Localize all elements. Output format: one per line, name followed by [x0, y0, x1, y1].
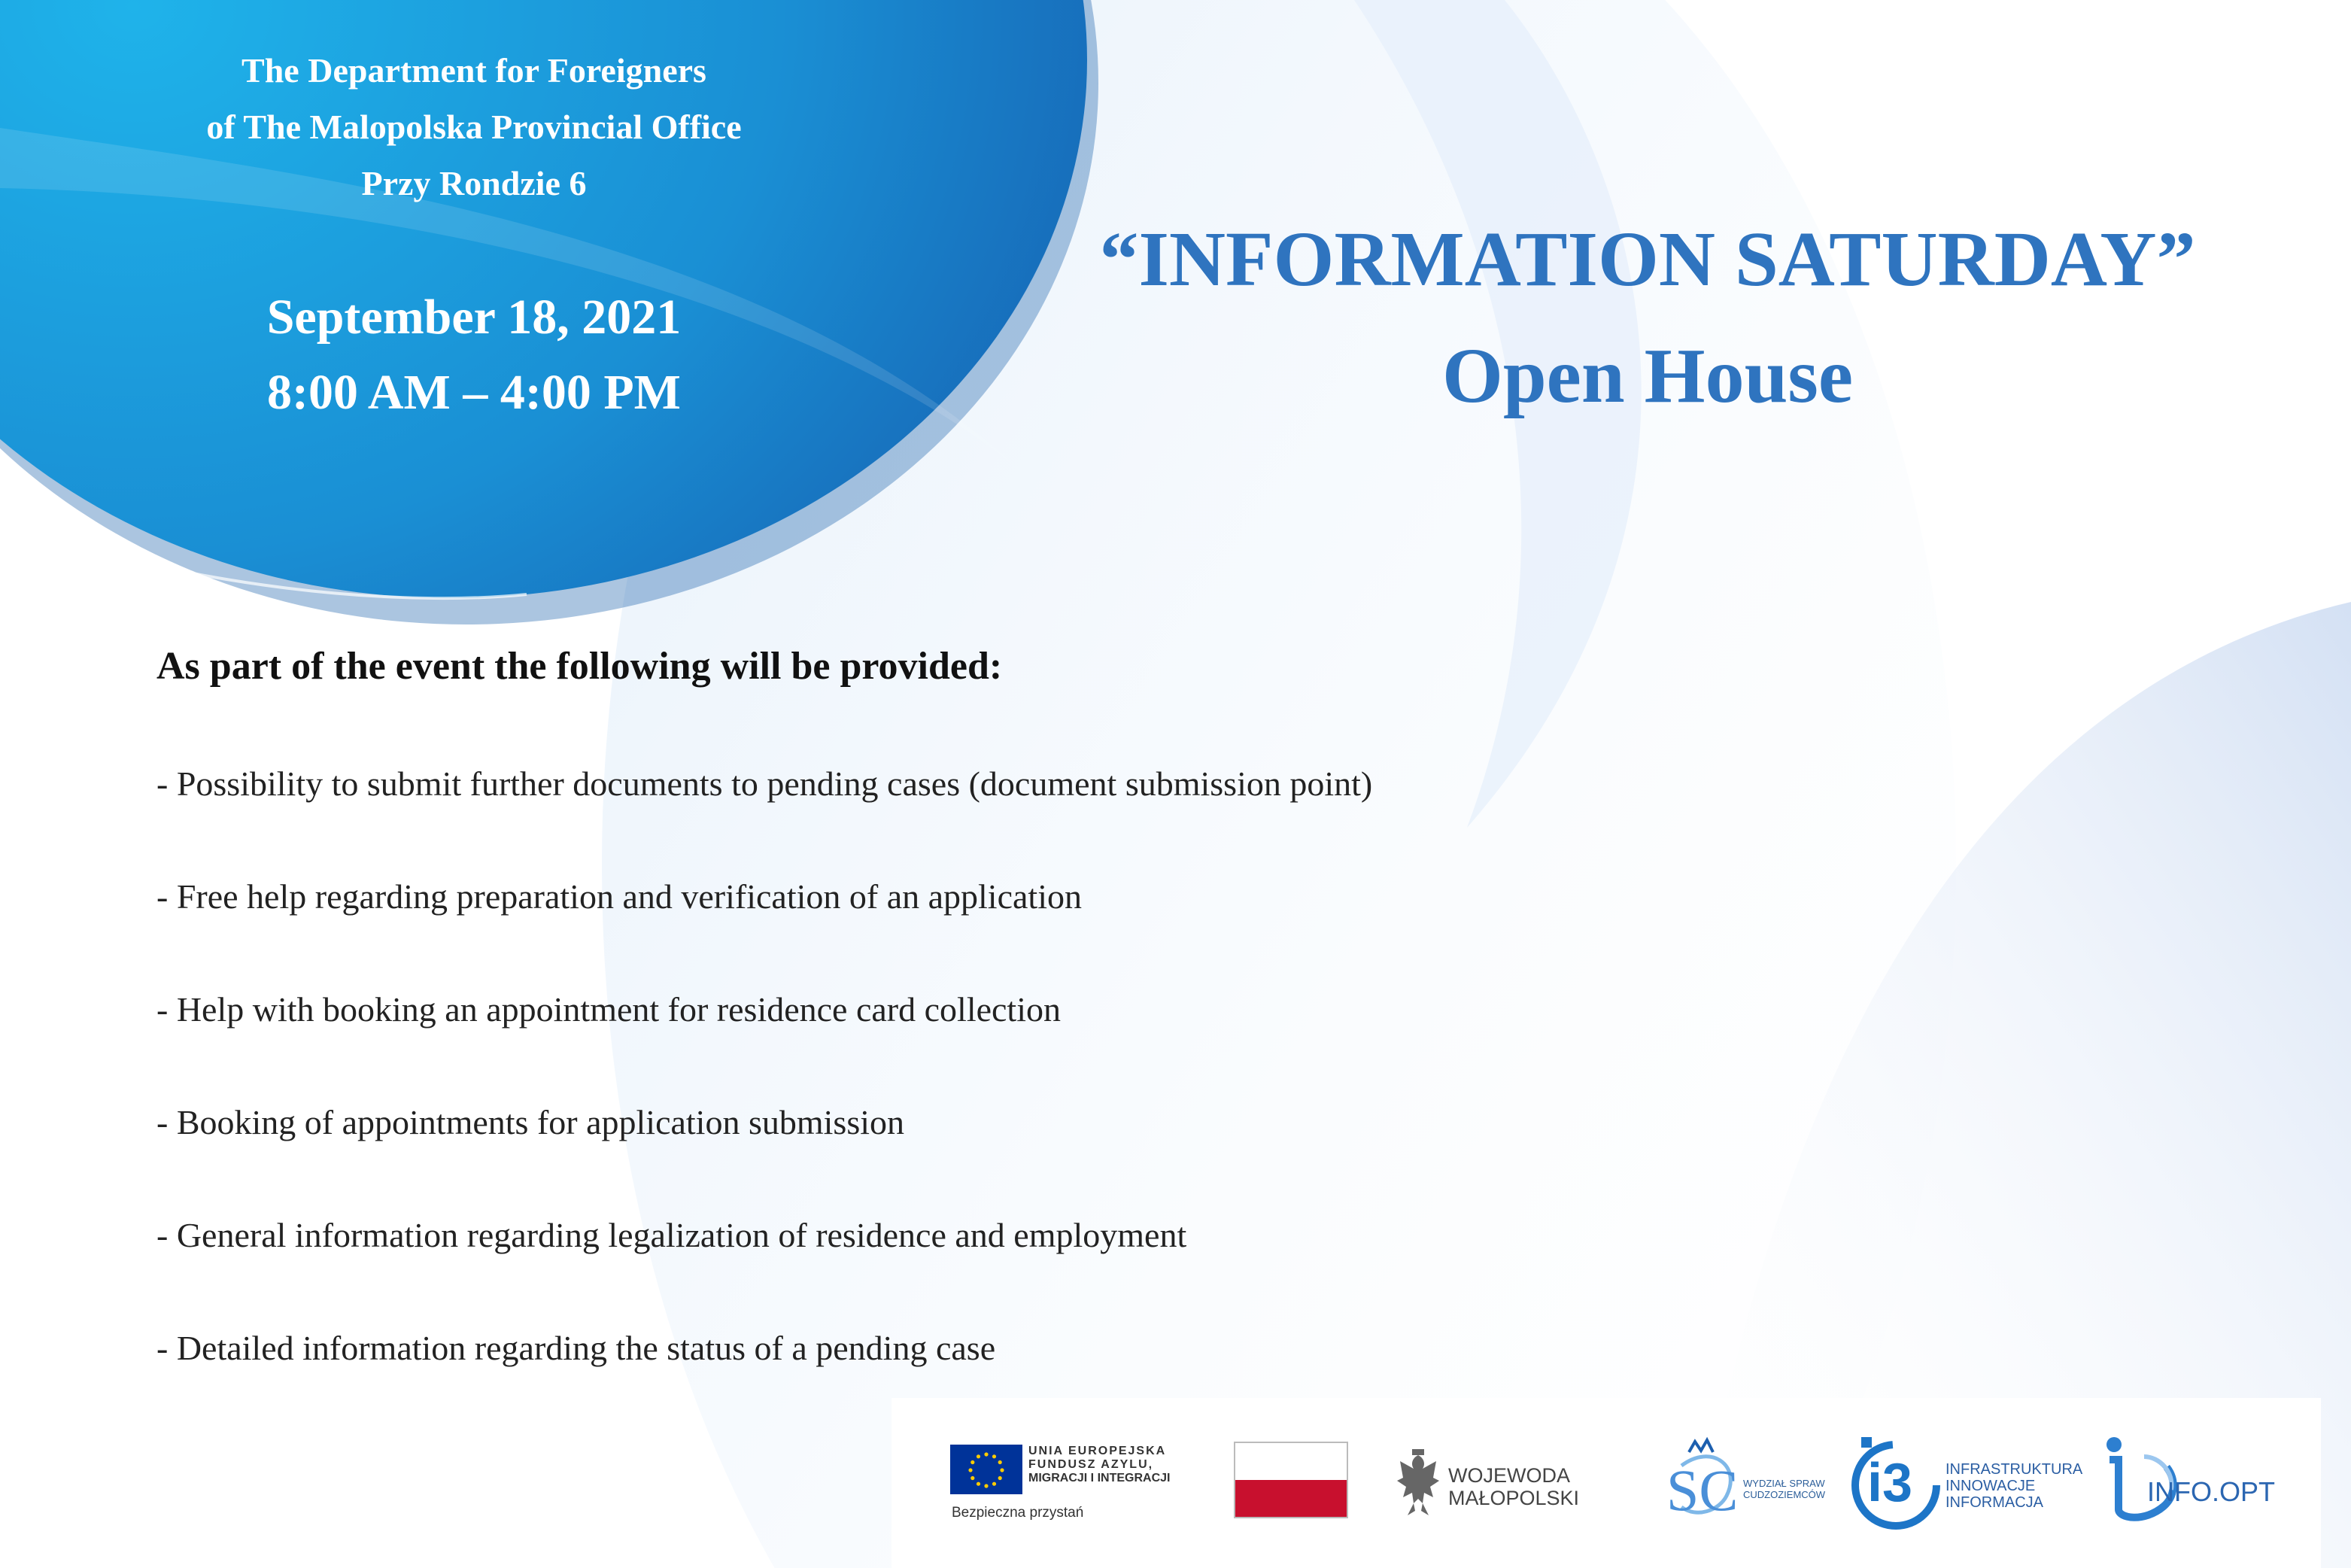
- i3-logo-line: INFORMACJA: [1945, 1494, 2043, 1511]
- eu-logo-tagline: Bezpieczna przystań: [952, 1505, 1084, 1521]
- sc-logo: [1659, 1436, 1832, 1533]
- list-item: - Detailed information regarding the status of a pending case: [156, 1329, 996, 1367]
- department-line: of The Malopolska Provincial Office: [206, 108, 742, 146]
- eagle-emblem-icon: [1396, 1448, 1441, 1518]
- eu-logo: [950, 1443, 1191, 1526]
- list-item: - Help with booking an appointment for residence card collection: [156, 990, 1061, 1029]
- event-time: 8:00 AM – 4:00 PM: [267, 365, 681, 420]
- i3-logo-mark: i3: [1867, 1453, 1913, 1513]
- list-item: - General information regarding legalization of residence and employment: [156, 1216, 1187, 1254]
- sc-logo-mark: SC: [1666, 1457, 1739, 1523]
- poland-flag-icon: [1234, 1442, 1348, 1518]
- services-list: [156, 761, 1372, 1439]
- sc-logo-line: WYDZIAŁ SPRAW: [1743, 1478, 1825, 1489]
- department-line: The Department for Foreigners: [241, 51, 706, 90]
- event-subtitle: Open House: [1441, 333, 1854, 419]
- wojewoda-line: MAŁOPOLSKI: [1448, 1487, 1580, 1509]
- infoopt-logo: [2099, 1434, 2310, 1532]
- eu-logo-line: FUNDUSZ AZYLU,: [1028, 1458, 1154, 1471]
- wojewoda-logo: [1396, 1448, 1621, 1530]
- eu-logo-line: MIGRACJI I INTEGRACJI: [1028, 1472, 1171, 1484]
- event-datetime: [75, 280, 873, 430]
- list-item: - Possibility to submit further documents to pending cases (document submission point): [156, 764, 1373, 803]
- services-heading: As part of the event the following will be provided:: [156, 645, 1003, 688]
- sc-logo-line: CUDZOZIEMCÓW: [1743, 1489, 1826, 1500]
- event-title: “INFORMATION SATURDAY”: [1099, 216, 2196, 302]
- i3-logo-line: INFRASTRUKTURA: [1945, 1461, 2083, 1478]
- eu-logo-line: UNIA EUROPEJSKA: [1028, 1445, 1167, 1457]
- department-block: [75, 42, 873, 211]
- event-date: September 18, 2021: [266, 290, 682, 345]
- list-item: - Free help regarding preparation and verification of an application: [156, 877, 1082, 916]
- i3-logo: [1851, 1436, 2099, 1533]
- wojewoda-line: WOJEWODA: [1448, 1464, 1570, 1487]
- footer-logos: [891, 1398, 2321, 1568]
- infoopt-logo-text: INFO.OPT: [2147, 1476, 2275, 1507]
- i3-logo-line: INNOWACJE: [1945, 1478, 2036, 1494]
- list-item: - Booking of appointments for application submission: [156, 1103, 905, 1141]
- eu-flag-icon: [950, 1445, 1022, 1494]
- address-line: Przy Rondzie 6: [361, 164, 587, 202]
